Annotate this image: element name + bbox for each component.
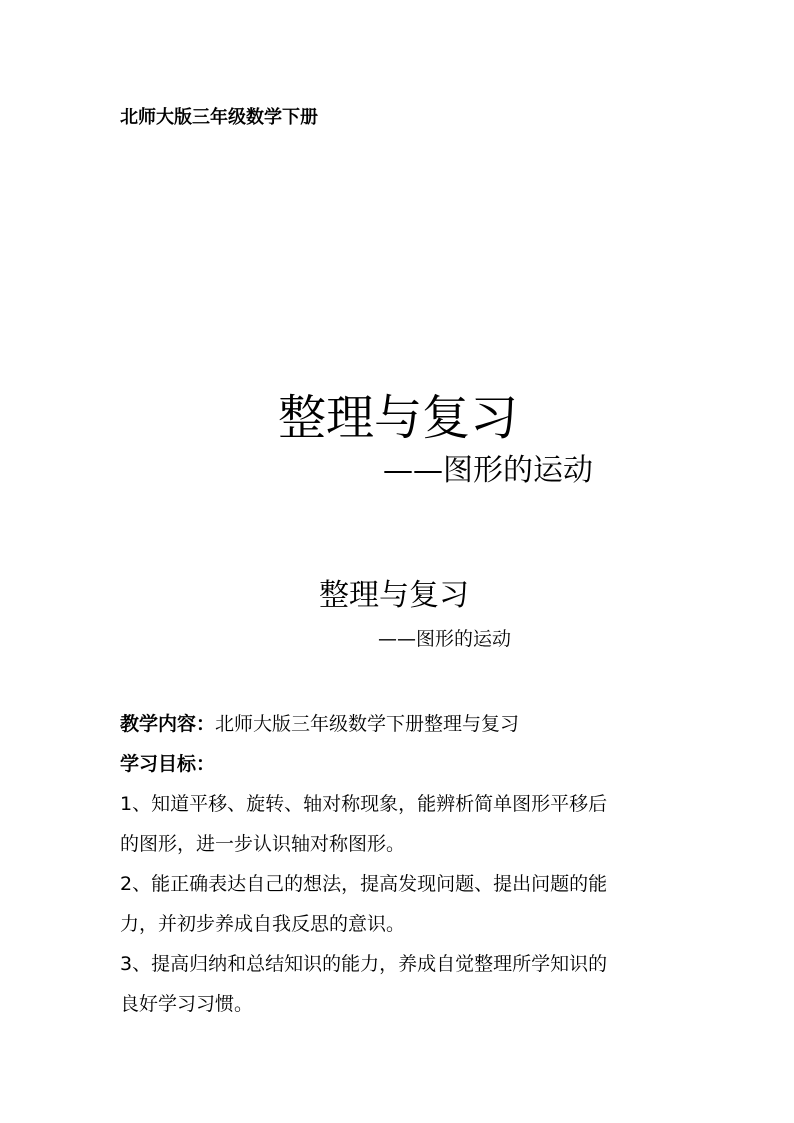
section-title: 整理与复习: [319, 578, 469, 613]
cover-title: 整理与复习: [278, 390, 519, 446]
book-title-header: 北师大版三年级数学下册: [120, 107, 318, 128]
goal-line: 1、知道平移、旋转、轴对称现象，能辨析简单图形平移后: [120, 793, 608, 815]
teaching-content-line: [120, 704, 680, 744]
goal-line: 的图形，进一步认识轴对称图形。: [120, 833, 406, 855]
lesson-body: [120, 704, 680, 1024]
teaching-content-label: 教学内容：: [120, 713, 216, 735]
goal-line: 良好学习习惯。: [120, 993, 254, 1015]
learning-goals-heading: [120, 744, 680, 784]
cover-subtitle: ——图形的运动: [383, 453, 593, 488]
goal-line: 力，并初步养成自我反思的意识。: [120, 913, 406, 935]
teaching-content-value: 北师大版三年级数学下册整理与复习: [215, 713, 520, 735]
section-subtitle: ——图形的运动: [378, 628, 512, 650]
learning-goals-label: 学习目标：: [120, 753, 216, 775]
goal-line: 3、提高归纳和总结知识的能力，养成自觉整理所学知识的: [120, 953, 608, 975]
goal-line: 2、能正确表达自己的想法，提高发现问题、提出问题的能: [120, 873, 608, 895]
